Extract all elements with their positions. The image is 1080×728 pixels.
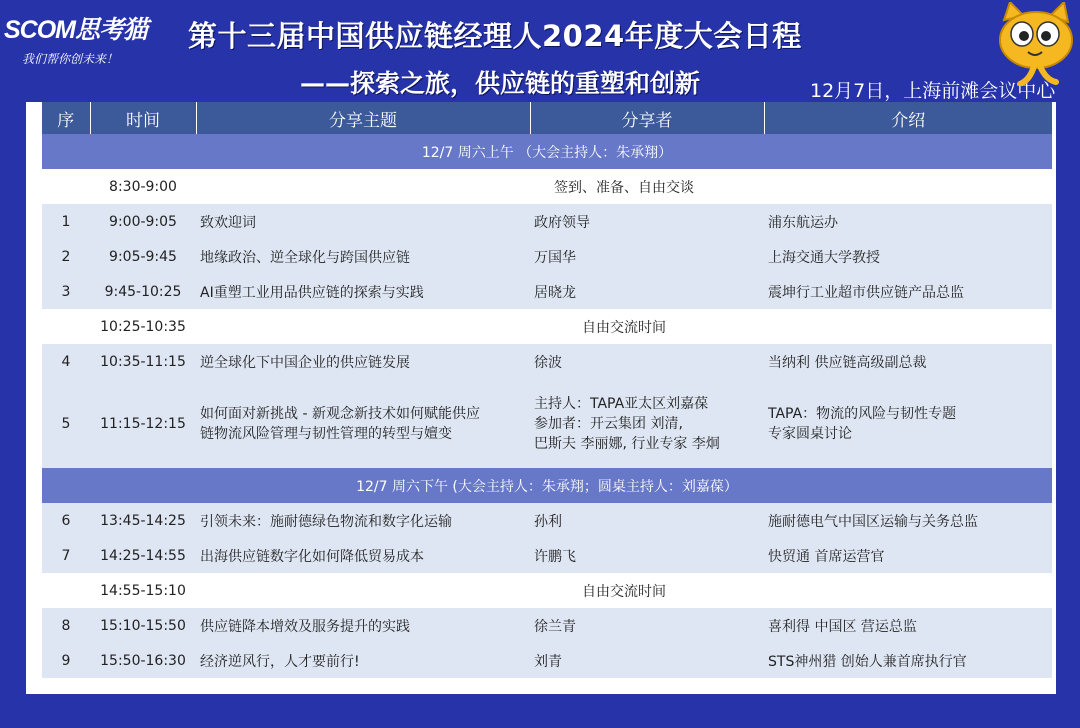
column-header-intro: 介绍 <box>764 102 1052 134</box>
row-no <box>42 169 90 204</box>
column-header-no: 序 <box>42 102 90 134</box>
row-topic-line: 如何面对新挑战 - 新观念新技术如何赋能供应 <box>200 405 480 422</box>
row-topic <box>196 379 530 468</box>
table-row <box>42 643 1052 678</box>
session-row-pm <box>42 468 1052 503</box>
row-no <box>42 573 90 608</box>
session-row-am <box>42 134 1052 169</box>
logo-tagline: 我们帮你创未来！ <box>22 52 119 66</box>
row-intro: 喜利得 中国区 营运总监 <box>764 608 1052 643</box>
row-time: 9:05-9:45 <box>90 239 196 274</box>
agenda-table <box>42 102 1052 678</box>
row-time: 10:35-11:15 <box>90 344 196 379</box>
cat-mascot-icon <box>990 2 1078 86</box>
row-speaker: 徐波 <box>530 344 764 379</box>
row-no: 6 <box>42 503 90 538</box>
row-intro: 快贸通 首席运营官 <box>764 538 1052 573</box>
row-no: 2 <box>42 239 90 274</box>
column-header-speaker: 分享者 <box>530 102 764 134</box>
row-speaker: 居晓龙 <box>530 274 764 309</box>
venue-label: 12月7日，上海前滩会议中心 <box>810 80 1056 102</box>
row-topic: 引领未来：施耐德绿色物流和数字化运输 <box>196 503 530 538</box>
table-row <box>42 379 1052 468</box>
table-row <box>42 239 1052 274</box>
row-intro: 浦东航运办 <box>764 204 1052 239</box>
row-time: 10:25-10:35 <box>90 309 196 344</box>
row-speaker: 孙利 <box>530 503 764 538</box>
row-topic: 签到、准备、自由交谈 <box>196 169 1052 204</box>
column-header-topic: 分享主题 <box>196 102 530 134</box>
row-topic: 地缘政治、逆全球化与跨国供应链 <box>196 239 530 274</box>
row-speaker: 刘青 <box>530 643 764 678</box>
row-time: 14:25-14:55 <box>90 538 196 573</box>
row-intro: 震坤行工业超市供应链产品总监 <box>764 274 1052 309</box>
row-time: 15:10-15:50 <box>90 608 196 643</box>
row-topic: 逆全球化下中国企业的供应链发展 <box>196 344 530 379</box>
row-speaker: 许鹏飞 <box>530 538 764 573</box>
row-speaker <box>530 379 764 468</box>
row-intro: 上海交通大学教授 <box>764 239 1052 274</box>
table-row <box>42 503 1052 538</box>
table-row <box>42 309 1052 344</box>
row-topic: 经济逆风行，人才要前行! <box>196 643 530 678</box>
row-time: 9:45-10:25 <box>90 274 196 309</box>
row-no: 7 <box>42 538 90 573</box>
column-header-time: 时间 <box>90 102 196 134</box>
row-no: 5 <box>42 379 90 468</box>
row-speaker: 万国华 <box>530 239 764 274</box>
row-speaker: 徐兰青 <box>530 608 764 643</box>
row-time: 8:30-9:00 <box>90 169 196 204</box>
row-intro-line: 专家圆桌讨论 <box>768 425 852 442</box>
row-intro: 施耐德电气中国区运输与关务总监 <box>764 503 1052 538</box>
page-subtitle: ——探索之旅，供应链的重塑和创新 <box>300 69 701 98</box>
row-topic-line: 链物流风险管理与韧性管理的转型与嬗变 <box>200 425 452 442</box>
row-no: 9 <box>42 643 90 678</box>
row-speaker-line: 主持人：TAPA亚太区刘嘉葆 <box>534 395 709 412</box>
table-row <box>42 538 1052 573</box>
row-speaker-line: 巴斯夫 李丽娜, 行业专家 李炯 <box>534 435 720 452</box>
table-row <box>42 274 1052 309</box>
row-time: 15:50-16:30 <box>90 643 196 678</box>
row-time: 9:00-9:05 <box>90 204 196 239</box>
row-speaker: 政府领导 <box>530 204 764 239</box>
row-time: 11:15-12:15 <box>90 379 196 468</box>
session-label-am: 12/7 周六上午 （大会主持人：朱承翔） <box>42 134 1052 169</box>
row-topic: 自由交流时间 <box>196 573 1052 608</box>
row-intro: STS神州猎 创始人兼首席执行官 <box>764 643 1052 678</box>
agenda-table-panel <box>26 102 1056 694</box>
row-intro-line: TAPA：物流的风险与韧性专题 <box>768 405 957 422</box>
row-intro: 当纳利 供应链高级副总裁 <box>764 344 1052 379</box>
table-row <box>42 169 1052 204</box>
page-title: 第十三届中国供应链经理人2024年度大会日程 <box>188 19 802 53</box>
row-time: 13:45-14:25 <box>90 503 196 538</box>
table-row <box>42 204 1052 239</box>
row-speaker-line: 参加者：开云集团 刘清, <box>534 415 683 432</box>
row-no: 4 <box>42 344 90 379</box>
page-header <box>0 0 1080 100</box>
row-topic: 供应链降本增效及服务提升的实践 <box>196 608 530 643</box>
row-no: 8 <box>42 608 90 643</box>
row-no: 3 <box>42 274 90 309</box>
row-no <box>42 309 90 344</box>
table-row <box>42 344 1052 379</box>
row-topic: AI重塑工业用品供应链的探索与实践 <box>196 274 530 309</box>
table-row <box>42 608 1052 643</box>
row-time: 14:55-15:10 <box>90 573 196 608</box>
row-intro <box>764 379 1052 468</box>
row-topic: 自由交流时间 <box>196 309 1052 344</box>
logo-text: SCOM思考猫 <box>4 16 148 44</box>
table-row <box>42 573 1052 608</box>
row-topic: 致欢迎词 <box>196 204 530 239</box>
table-header-row <box>42 102 1052 134</box>
row-no: 1 <box>42 204 90 239</box>
session-label-pm: 12/7 周六下午 (大会主持人：朱承翔；圆桌主持人：刘嘉葆） <box>42 468 1052 503</box>
row-topic: 出海供应链数字化如何降低贸易成本 <box>196 538 530 573</box>
scom-logo <box>4 10 174 70</box>
